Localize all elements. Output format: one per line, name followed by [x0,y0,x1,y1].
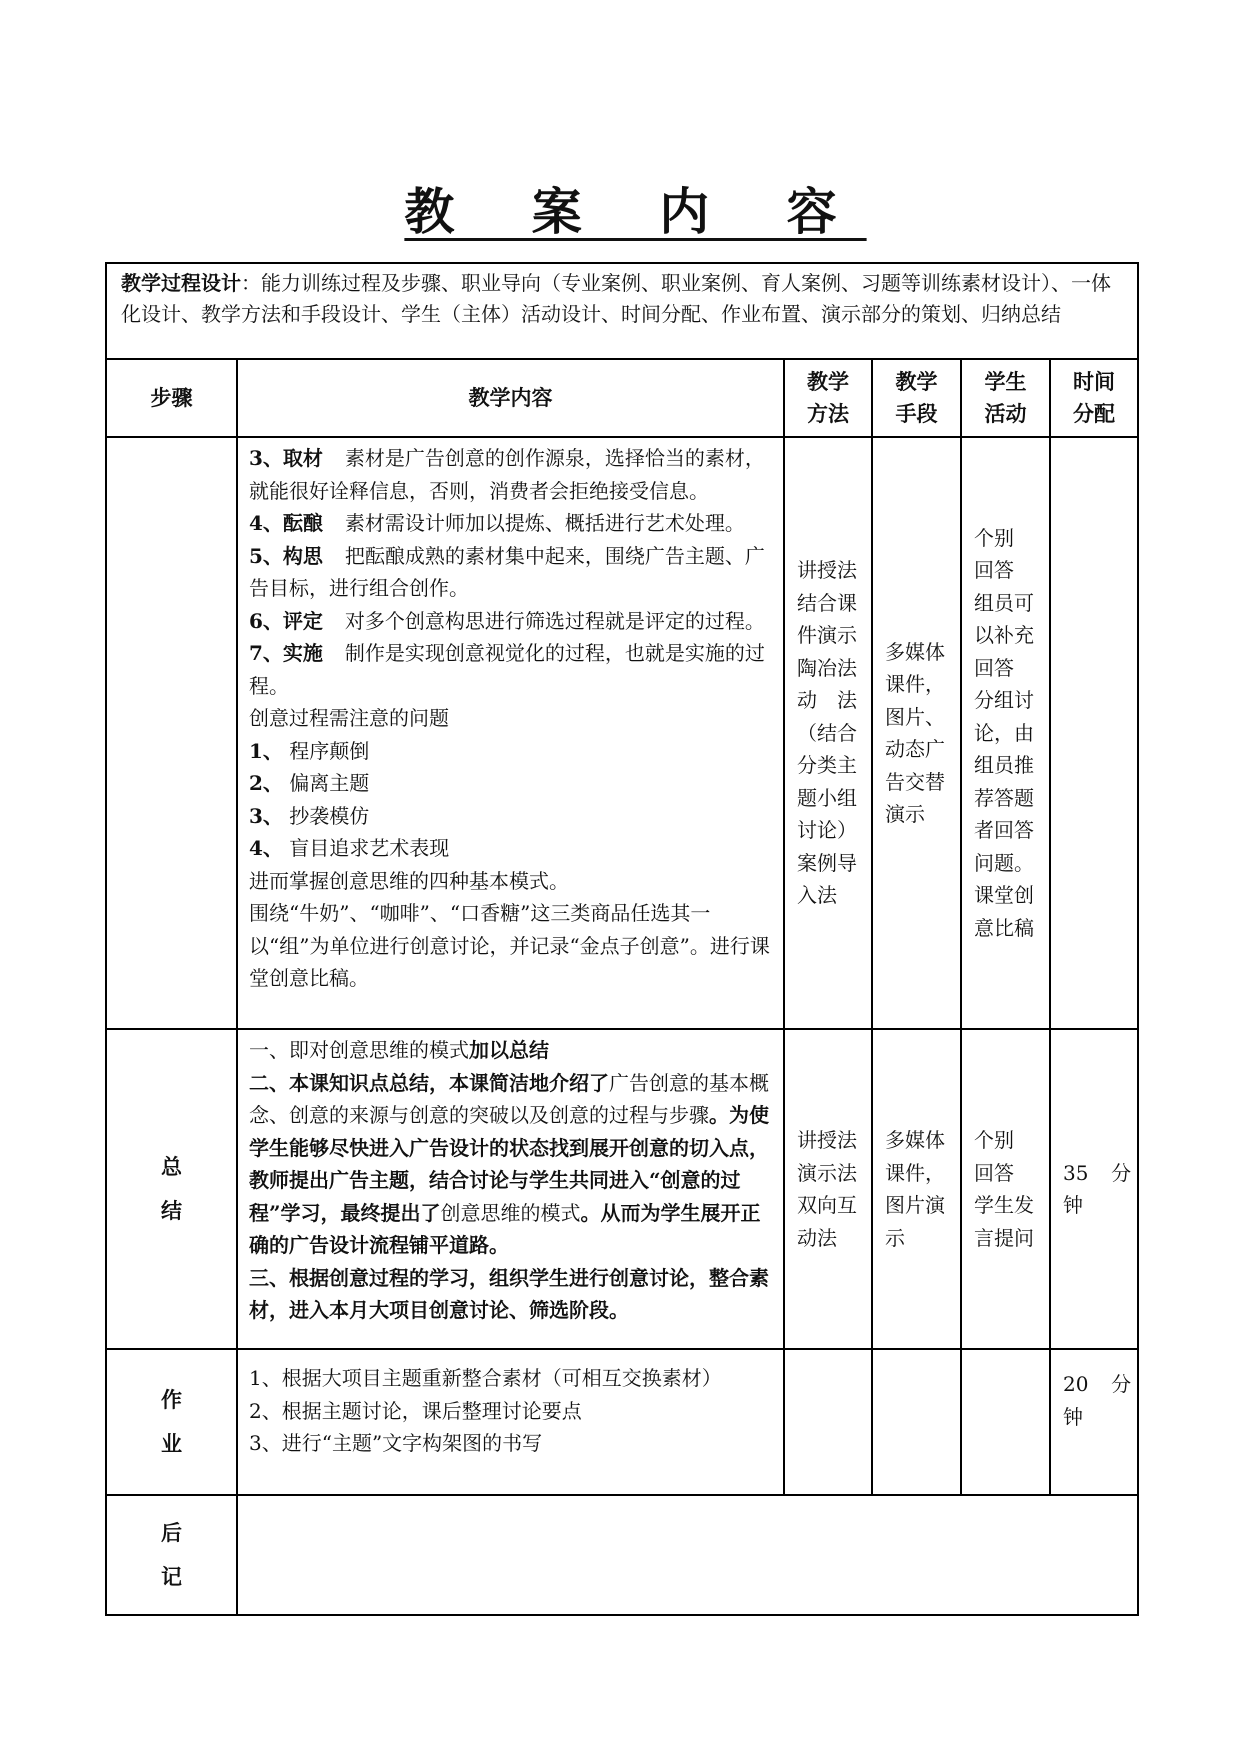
table-row [106,1349,1138,1495]
list-item: 5、构思 把酝酿成熟的素材集中起来，围绕广告主题、广告目标，进行组合创作。 [249,543,765,600]
step-cell-homework: 作 业 [106,1349,237,1495]
header-content: 教学内容 [237,359,784,437]
header-activity: 学生 活动 [961,359,1050,437]
table-row [106,1029,1138,1349]
list-item: 2、根据主题讨论，课后整理讨论要点 [249,1398,582,1423]
content-cell-homework [237,1349,784,1495]
postscript-cell [237,1495,1138,1615]
page-title: 教 案 内 容 [404,182,867,241]
summary-point-1: 一、即对创意思维的模式加以总结 [249,1038,549,1062]
means-cell: 多媒体 课件， 图片、 动态广 告交替 演示 [872,437,961,1029]
list-item: 3、 抄袭模仿 [249,803,370,828]
design-text: ：能力训练过程及步骤、职业导向（专业案例、职业案例、育人案例、习题等训练素材设计）、一体化设计、教学方法和手段设计、学生（主体）活动设计、时间分配、作业布置、演示部分的策划、归纳总结 [121,271,1111,326]
content-cell-process [237,437,784,1029]
summary-point-2: 二、本课知识点总结，本课简洁地介绍了广告创意的基本概念、创意的来源与创意的突破以及创意的过程与步骤。为使学生能够尽快进入广告设计的状态找到展开创意的切入点，教师提出广告主题，结合讨论与学生共同进入“创意的过程”学习，最终提出了创意思维的模式。从而为学生展开正确的广告设计流程铺平道路。 [249,1070,769,1257]
step-cell-empty [106,437,237,1029]
header-method: 教学 方法 [784,359,872,437]
method-cell-empty [784,1349,872,1495]
design-label: 教学过程设计 [121,271,241,295]
list-item: 4、 盲目追求艺术表现 [249,836,450,860]
time-cell: 35 分 钟 [1050,1029,1138,1349]
list-item: 7、实施 制作是实现创意视觉化的过程，也就是实施的过程。 [249,641,765,698]
step-cell-postscript: 后 记 [106,1495,237,1615]
list-item: 创意过程需注意的问题 [249,706,449,730]
activity-cell: 个别 回答 组员可 以补充 回答 分组讨 论，由 组员推 荐答题 者回答 问题。 课堂创 意比稿 [961,437,1050,1029]
design-row [106,263,1138,359]
time-cell: 20 分 钟 [1050,1349,1138,1495]
means-cell: 多媒体 课件， 图片演 示 [872,1029,961,1349]
design-cell [106,263,1138,359]
list-item: 4、酝酿 素材需设计师加以提炼、概括进行艺术处理。 [249,511,745,535]
list-item: 进而掌握创意思维的四种基本模式。 [249,868,569,893]
list-item: 围绕“牛奶”、“咖啡”、“口香糖”这三类商品任选其一以“组”为单位进行创意讨论，并记录“金点子创意”。进行课堂创意比稿。 [249,901,770,990]
table-row [106,1495,1138,1615]
list-item: 1、 程序颠倒 [249,738,370,763]
header-time: 时间 分配 [1050,359,1138,437]
means-cell-empty [872,1349,961,1495]
list-item: 2、 偏离主题 [249,771,370,795]
header-step: 步骤 [106,359,237,437]
list-item: 1、根据大项目主题重新整合素材（可相互交换素材） [249,1366,722,1390]
summary-point-3: 三、根据创意过程的学习，组织学生进行创意讨论，整合素材，进入本月大项目创意讨论、筛选阶段。 [249,1265,769,1322]
header-means: 教学 手段 [872,359,961,437]
lesson-plan-table [105,262,1139,1616]
activity-cell: 个别 回答 学生发 言提问 [961,1029,1050,1349]
content-cell-summary [237,1029,784,1349]
activity-cell-empty [961,1349,1050,1495]
time-cell-empty [1050,437,1138,1029]
header-row [106,359,1138,437]
step-cell-summary: 总 结 [106,1029,237,1349]
table-row [106,437,1138,1029]
list-item: 3、进行“主题”文字构架图的书写 [249,1431,543,1455]
method-cell: 讲授法 结合课 件演示 陶冶法 动 法 （结合 分类主 题小组 讨论） 案例导 入法 [784,437,872,1029]
method-cell: 讲授法 演示法 双向互 动法 [784,1029,872,1349]
list-item: 6、评定 对多个创意构思进行筛选过程就是评定的过程。 [249,608,765,633]
list-item: 3、取材 素材是广告创意的创作源泉，选择恰当的素材，就能很好诠释信息，否则，消费者会拒绝接受信息。 [249,446,765,503]
